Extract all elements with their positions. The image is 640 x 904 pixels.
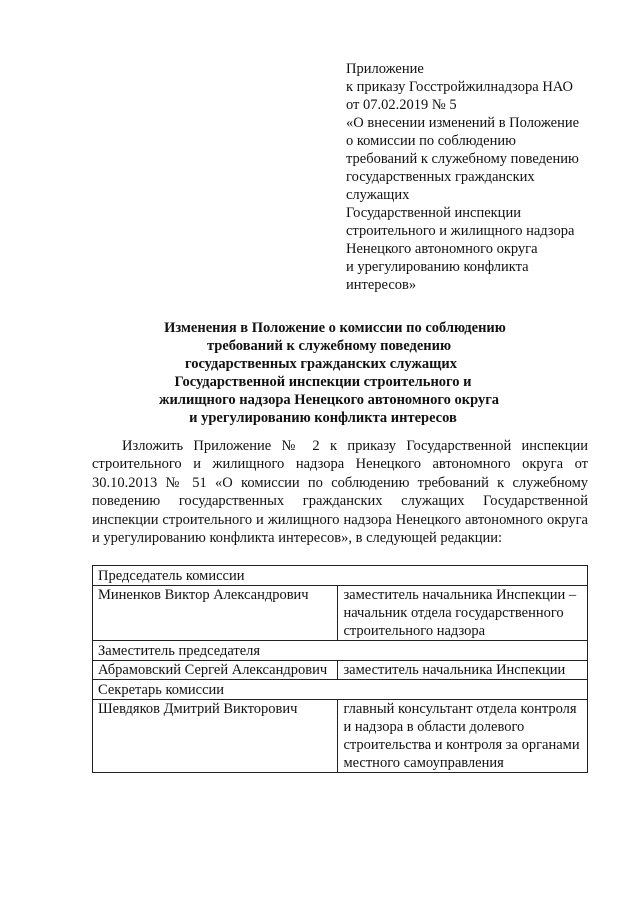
appendix-line: к приказу Госстройжилнадзора НАО bbox=[346, 79, 574, 95]
table-section-row bbox=[93, 566, 588, 586]
appendix-line: служащих bbox=[346, 187, 410, 203]
section-heading: Секретарь комиссии bbox=[93, 680, 588, 700]
appendix-line: интересов» bbox=[346, 277, 417, 293]
appendix-line: о комиссии по соблюдению bbox=[346, 133, 516, 149]
member-role: главный консультант отдела контроля и надзора в области долевого строительства и контроля за органами местного самоуправления bbox=[338, 700, 588, 773]
member-role: заместитель начальника Инспекции bbox=[338, 661, 588, 680]
member-name: Миненков Виктор Александрович bbox=[93, 586, 338, 641]
appendix-line: строительного и жилищного надзора bbox=[346, 223, 575, 239]
appendix-line: Государственной инспекции bbox=[346, 205, 521, 221]
appendix-line: и урегулированию конфликта bbox=[346, 259, 529, 275]
table-row bbox=[93, 661, 588, 680]
body-paragraph: Изложить Приложение № 2 к приказу Государственной инспекции строительного и жилищного надзора Ненецкого автономного округа от 30.10.2013 № 51 «О комиссии по соблюдению требований к служебному поведению государственных гражданских служащих Государственной инспекции строительного и жилищного надзора Ненецкого автономного округа и урегулированию конфликта интересов», в следующей редакции: bbox=[92, 438, 588, 547]
table-section-row bbox=[93, 641, 588, 661]
member-role: заместитель начальника Инспекции – начальник отдела государственного строительного надзора bbox=[338, 586, 588, 641]
title-line: Государственной инспекции строительного и bbox=[174, 374, 472, 390]
appendix-line: государственных гражданских bbox=[346, 169, 535, 185]
title-line: требований к служебному поведению bbox=[206, 338, 452, 354]
section-heading: Заместитель председателя bbox=[93, 641, 588, 661]
member-name: Шевдяков Дмитрий Викторович bbox=[93, 700, 338, 773]
appendix-line: «О внесении изменений в Положение bbox=[346, 115, 580, 131]
commission-table bbox=[92, 565, 588, 773]
appendix-line: Приложение bbox=[346, 61, 424, 77]
appendix-reference bbox=[346, 60, 596, 294]
section-heading: Председатель комиссии bbox=[93, 566, 588, 586]
appendix-line: от 07.02.2019 № 5 bbox=[346, 97, 457, 113]
title-line: и урегулированию конфликта интересов bbox=[189, 410, 457, 426]
member-name: Абрамовский Сергей Александрович bbox=[93, 661, 338, 680]
table-row bbox=[93, 586, 588, 641]
appendix-line: Ненецкого автономного округа bbox=[346, 241, 538, 257]
table-row bbox=[93, 700, 588, 773]
title-line: государственных гражданских служащих bbox=[184, 356, 458, 372]
document-title bbox=[0, 319, 640, 427]
table-section-row bbox=[93, 680, 588, 700]
appendix-line: требований к служебному поведению bbox=[346, 151, 579, 167]
title-line: жилищного надзора Ненецкого автономного округа bbox=[158, 392, 500, 408]
title-line: Изменения в Положение о комиссии по соблюдению bbox=[164, 320, 506, 336]
